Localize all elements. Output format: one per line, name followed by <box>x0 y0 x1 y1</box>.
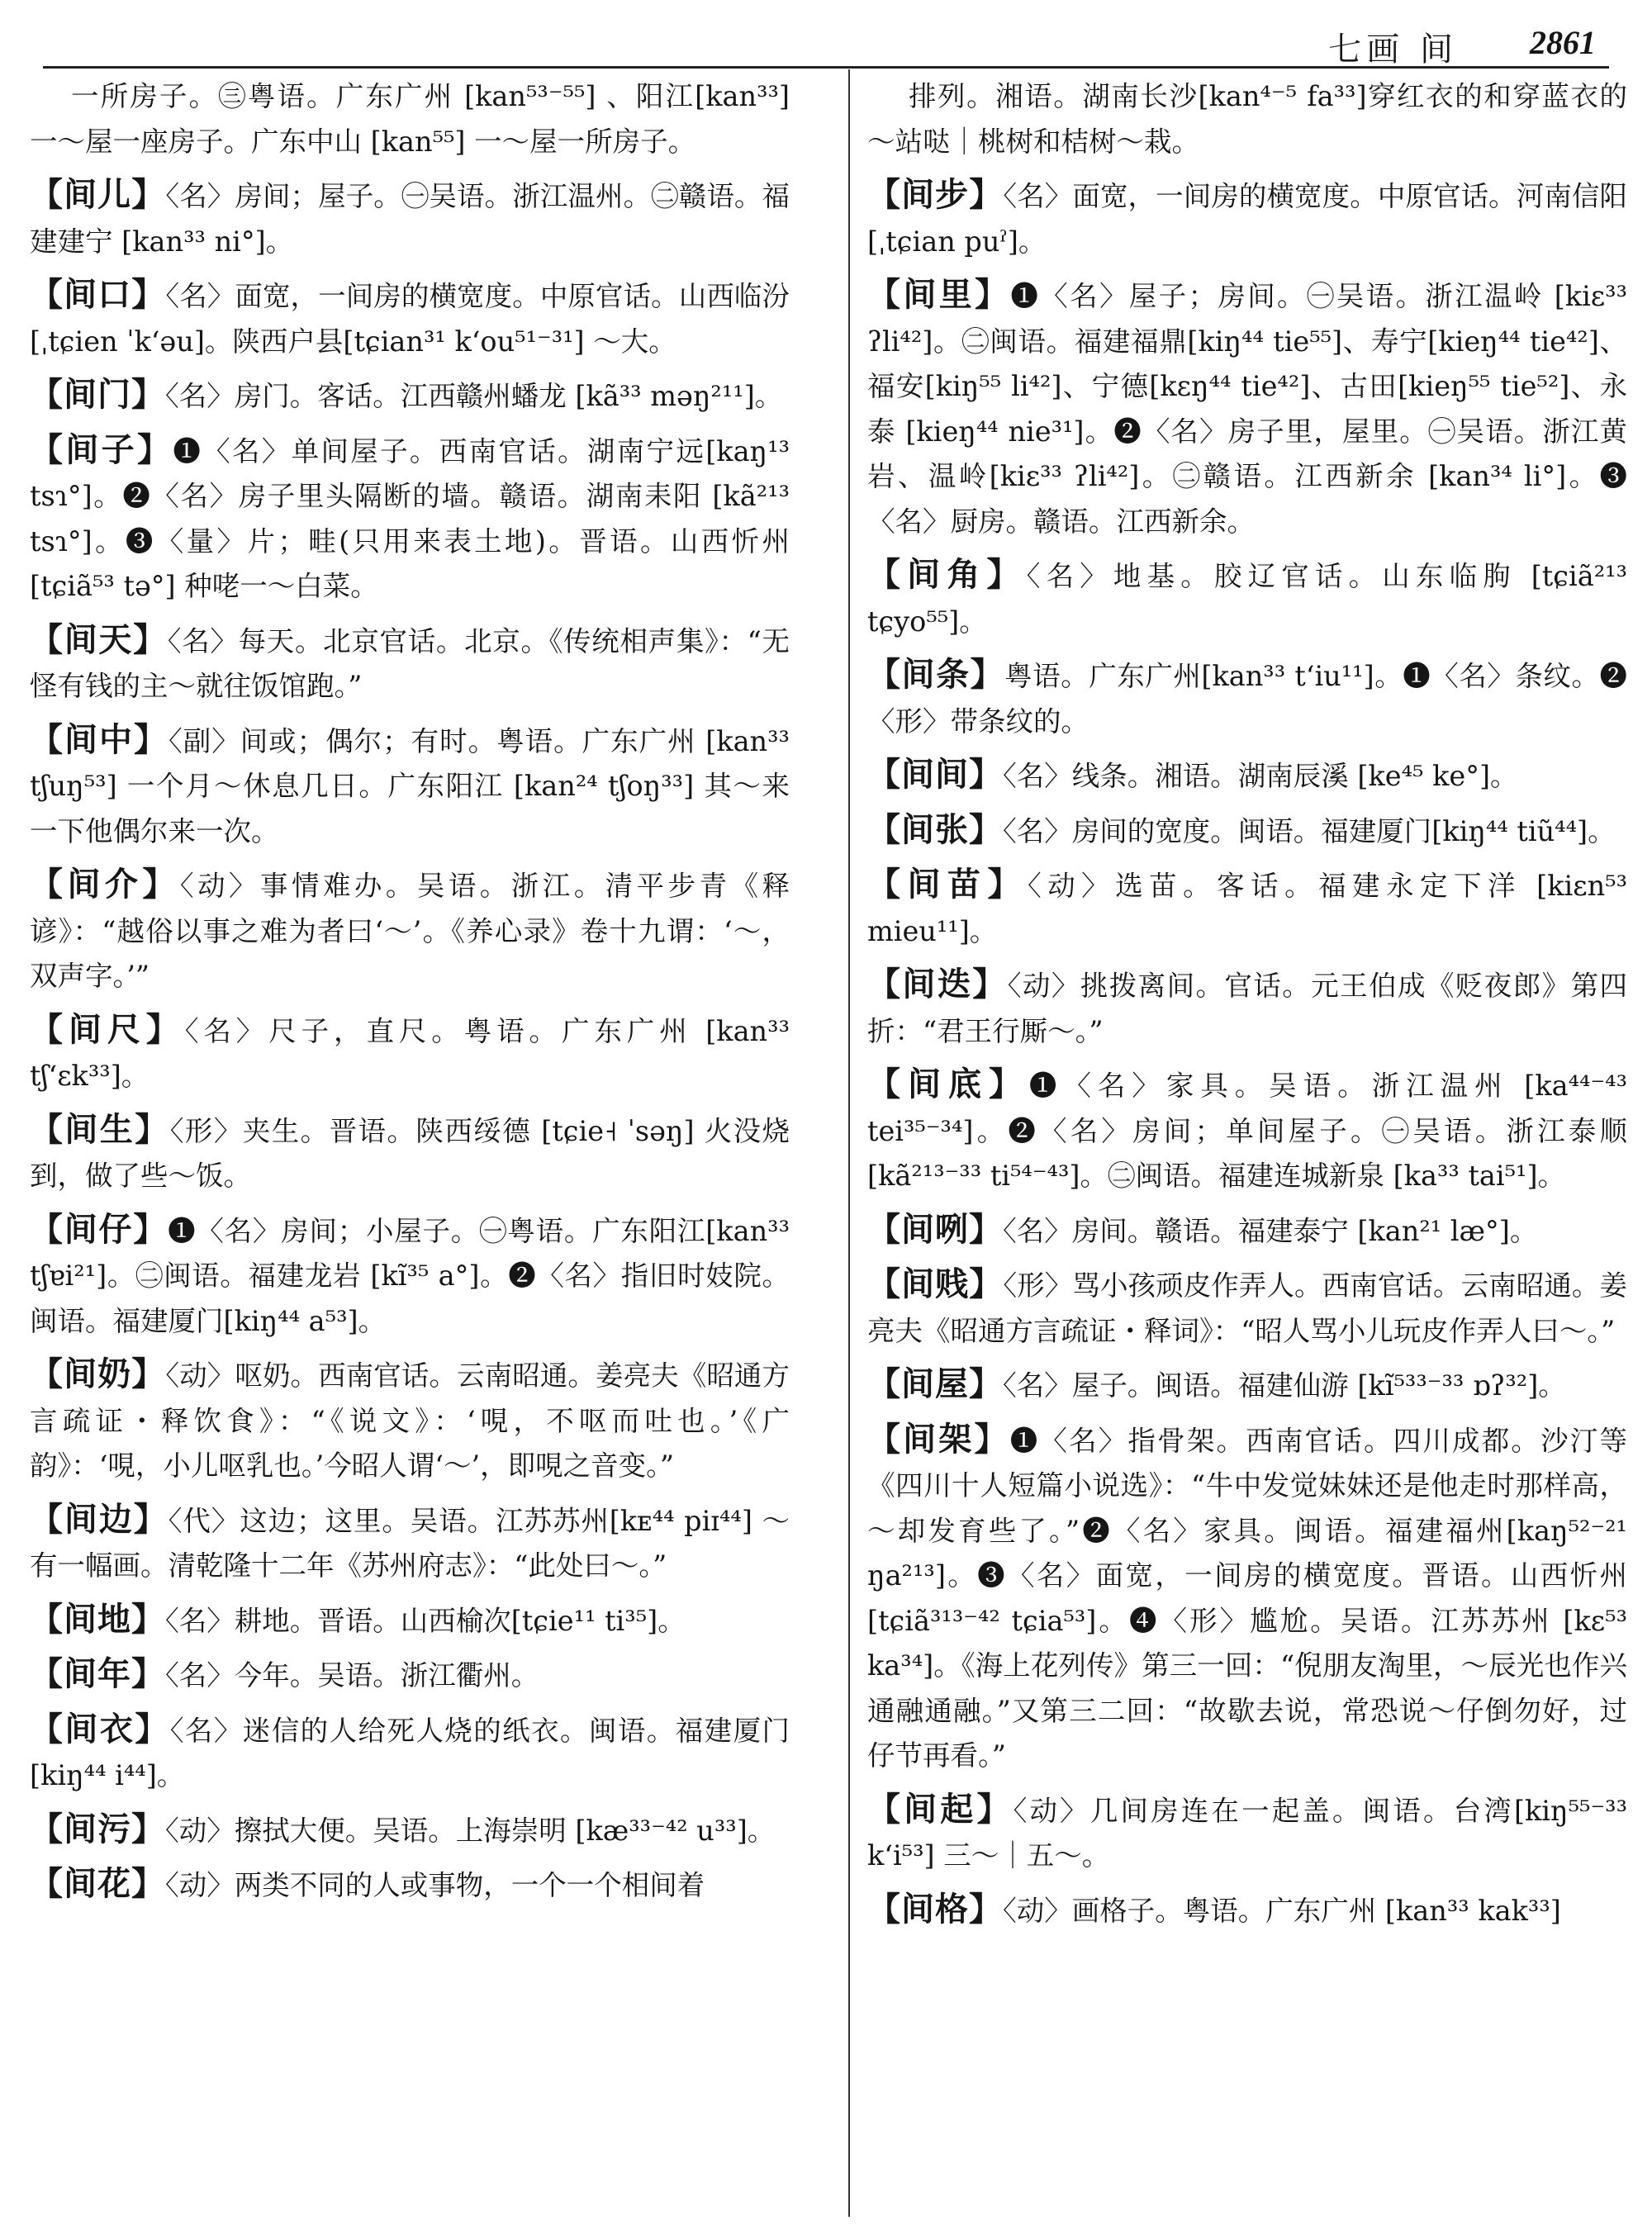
dictionary-entry <box>867 553 1627 644</box>
entry-definition: 〈动〉呕奶。西南官话。云南昭通。姜亮夫《昭通方言疏证・释饮食》：“《说文》：‘哯，不呕而吐也。’《广韵》：‘哯，小儿呕乳也。’今昭人谓‘～’，即哯之音变。” <box>30 1359 790 1482</box>
dictionary-entry <box>30 1652 790 1699</box>
page-number: 2861 <box>1530 24 1596 61</box>
dictionary-entry <box>30 1497 790 1589</box>
entry-headword: 【间生】 <box>30 1109 170 1149</box>
entry-definition: 〈动〉擦拭大便。吴语。上海崇明 [kæ³³⁻⁴² u³³]。 <box>165 1814 776 1847</box>
entry-definition: 粤语。广东广州[kan³³ tʻiu¹¹]。❶〈名〉条纹。❷〈形〉带条纹的。 <box>867 660 1627 738</box>
entry-definition: 排列。湘语。湖南长沙[kan⁴⁻⁵ fa³³]穿红衣的和穿蓝衣的～站哒｜桃树和桔树～栽。 <box>867 80 1627 158</box>
entry-headword: 【间里】 <box>867 275 1011 314</box>
entry-headword: 【间污】 <box>30 1809 165 1848</box>
entry-headword: 【间底】 <box>867 1065 1029 1103</box>
entry-headword: 【间年】 <box>30 1654 165 1693</box>
dictionary-entry <box>30 1597 790 1644</box>
dictionary-entry <box>867 1417 1627 1779</box>
dictionary-entry <box>30 1208 790 1345</box>
entry-definition: 〈动〉选苗。客话。福建永定下洋 [kiɛn⁵³ mieu¹¹]。 <box>867 870 1627 947</box>
entry-headword: 【间苗】 <box>867 865 1028 904</box>
entry-definition: 〈动〉挑拨离间。官话。元王伯成《贬夜郎》第四折：“君王行厮～。” <box>867 970 1628 1047</box>
entry-definition: 〈名〉面宽，一间房的横宽度。中原官话。山西临汾[ˌtɕien ˈkʻəu]。陕西户县[tɕian³¹ kʻou⁵¹⁻³¹] ～大。 <box>30 280 790 358</box>
entry-headword: 【间子】 <box>30 429 173 469</box>
entry-headword: 【间儿】 <box>30 175 166 214</box>
entry-continuation <box>30 74 790 164</box>
entry-definition: 〈名〉面宽，一间房的横宽度。中原官话。河南信阳[ˌtɕian puˀ]。 <box>867 180 1628 258</box>
entry-definition: 〈副〉间或；偶尔；有时。粤语。广东广州 [kan³³ tʃuŋ⁵³] 一个月～休息几日。广东阳江 [kan²⁴ tʃoŋ³³] 其～来一下他偶尔来一次。 <box>30 724 790 847</box>
header-rule <box>43 66 1609 69</box>
entry-definition: 〈名〉每天。北京官话。北京。《传统相声集》：“无怪有钱的主～就往饭馆跑。” <box>30 624 790 702</box>
entry-definition: 〈名〉线条。湘语。湖南辰溪 [ke⁴⁵ ke°]。 <box>1003 760 1518 792</box>
dictionary-entry <box>867 652 1627 744</box>
entry-headword: 【间天】 <box>30 619 168 659</box>
entry-headword: 【间条】 <box>867 655 1005 694</box>
entry-definition: 〈名〉今年。吴语。浙江衢州。 <box>165 1659 539 1691</box>
dictionary-entry <box>30 1108 790 1199</box>
dictionary-entry <box>867 752 1627 799</box>
dictionary-entry <box>867 273 1627 544</box>
entry-definition: 〈动〉两类不同的人或事物，一个一个相间着 <box>165 1869 705 1901</box>
dictionary-entry <box>30 372 790 420</box>
entry-definition: ❶〈名〉单间屋子。西南官话。湖南宁远[kaŋ¹³ tsɿ°]。❷〈名〉房子里头隔断的墙。赣语。湖南耒阳 [kã²¹³ tsɿ°]。❸〈量〉片；畦(只用来表土地)。晋语。山西忻州[tɕiã⁵³ tə°] 种咾一～白菜。 <box>30 434 790 602</box>
page-header <box>0 0 1652 69</box>
entry-headword: 【间仔】 <box>30 1209 169 1249</box>
section-heading: 七画 间 <box>1328 31 1458 69</box>
entry-headword: 【间奶】 <box>30 1355 166 1393</box>
dictionary-entry <box>867 962 1627 1054</box>
entry-definition: 〈名〉迷信的人给死人烧的纸衣。闽语。福建厦门[kiŋ⁴⁴ i⁴⁴]。 <box>30 1714 790 1791</box>
dictionary-entry <box>30 428 790 610</box>
entry-definition: 〈形〉夹生。晋语。陕西绥德 [tɕie˧ ˈsəŋ] 火没烧到，做了些～饭。 <box>30 1114 790 1192</box>
entry-definition: 〈名〉房间的宽度。闽语。福建厦门[kiŋ⁴⁴ tiũ⁴⁴]。 <box>1003 814 1616 847</box>
dictionary-entry <box>30 1707 790 1799</box>
entry-definition: 〈形〉骂小孩顽皮作弄人。西南官话。云南昭通。姜亮夫《昭通方言疏证・释词》：“昭人骂小儿玩皮作弄人曰～。” <box>867 1269 1628 1347</box>
entry-definition: 〈名〉房间；屋子。㊀吴语。浙江温州。㊁赣语。福建建宁 [kan³³ ni°]。 <box>30 180 790 258</box>
entry-definition: 〈名〉房间。赣语。福建泰宁 [kan²¹ læ°]。 <box>1003 1214 1538 1247</box>
entry-definition: 〈动〉画格子。粤语。广东广州 [kan³³ kak³³] <box>1003 1894 1561 1927</box>
dictionary-entry <box>30 173 790 264</box>
entry-definition: 〈名〉地基。胶辽官话。山东临朐 [tɕiã²¹³ tɕyo⁵⁵]。 <box>867 560 1628 638</box>
entry-definition: ❶〈名〉家具。吴语。浙江温州 [ka⁴⁴⁻⁴³ tei³⁵⁻³⁴]。❷〈名〉房间；单间屋子。㊀吴语。浙江泰顺[kã²¹³⁻³³ ti⁵⁴⁻⁴³]。㊁闽语。福建连城新泉 [ka³³ tai⁵¹]。 <box>867 1070 1628 1192</box>
dictionary-entry <box>867 1787 1627 1879</box>
entry-headword: 【间中】 <box>30 719 169 759</box>
dictionary-entry <box>30 1352 790 1489</box>
entry-headword: 【间迭】 <box>867 965 1008 1004</box>
dictionary-entry <box>867 1262 1627 1354</box>
entry-definition: 〈动〉事情难办。吴语。浙江。清平步青《释谚》：“越俗以事之难为者曰‘～’。《养心录》卷十九谓：‘～，双声字。’” <box>30 870 790 992</box>
entry-headword: 【间屋】 <box>867 1364 1003 1403</box>
entry-headword: 【间格】 <box>867 1889 1003 1929</box>
entry-headword: 【间张】 <box>867 809 1003 849</box>
dictionary-entry <box>30 1008 790 1099</box>
entry-headword: 【间架】 <box>867 1419 1010 1459</box>
dictionary-entry <box>30 862 790 999</box>
entry-definition: 〈名〉房门。客话。江西赣州蟠龙 [kã³³ məŋ²¹¹]。 <box>165 380 783 412</box>
dictionary-entry <box>867 173 1627 264</box>
dictionary-entry <box>30 1862 790 1909</box>
entry-definition: 〈代〉这边；这里。吴语。江苏苏州[kᴇ⁴⁴ piɪ⁴⁴] ～有一幅画。清乾隆十二年《苏州府志》：“此处曰～。” <box>30 1504 790 1582</box>
entry-headword: 【间门】 <box>30 375 165 414</box>
dictionary-entry <box>30 718 790 855</box>
dictionary-entry <box>867 808 1627 855</box>
entry-headword: 【间间】 <box>867 755 1003 794</box>
dictionary-entry <box>867 862 1627 954</box>
right-column <box>867 74 1627 1942</box>
entry-definition: 〈名〉尺子，直尺。粤语。广东广州 [kan³³ tʃʻɛk³³]。 <box>30 1014 790 1092</box>
dictionary-entry <box>867 1062 1627 1199</box>
entry-definition: 〈名〉屋子。闽语。福建仙游 [kĩ⁵³³⁻³³ ɒʔ³²]。 <box>1003 1369 1566 1402</box>
dictionary-entry <box>867 1362 1627 1409</box>
entry-headword: 【间尺】 <box>30 1009 185 1049</box>
left-column <box>30 74 790 1917</box>
entry-headword: 【间角】 <box>867 555 1027 594</box>
dictionary-entry <box>30 1807 790 1854</box>
entry-definition: 〈名〉耕地。晋语。山西榆次[tɕie¹¹ ti³⁵]。 <box>165 1604 686 1637</box>
entry-headword: 【间口】 <box>30 275 166 314</box>
entry-headword: 【间咧】 <box>867 1209 1003 1249</box>
entry-continuation <box>867 74 1627 164</box>
entry-definition: 一所房子。㊂粤语。广东广州 [kan⁵³⁻⁵⁵] 、阳江[kan³³] 一～屋一座房子。广东中山 [kan⁵⁵] 一～屋一所房子。 <box>30 80 790 158</box>
entry-definition: ❶〈名〉房间；小屋子。㊀粤语。广东阳江[kan³³ tʃɐi²¹]。㊁闽语。福建龙岩 [kĩ³⁵ a°]。❷〈名〉指旧时妓院。闽语。福建厦门[kiŋ⁴⁴ a⁵³]。 <box>30 1214 790 1337</box>
entry-headword: 【间介】 <box>30 865 180 904</box>
column-divider <box>848 69 850 2217</box>
entry-definition: 〈动〉几间房连在一起盖。闽语。台湾[kiŋ⁵⁵⁻³³ kʻi⁵³] 三～｜五～。 <box>867 1794 1627 1872</box>
entry-headword: 【间步】 <box>867 175 1004 214</box>
entry-headword: 【间贱】 <box>867 1264 1004 1303</box>
entry-headword: 【间边】 <box>30 1499 169 1539</box>
entry-headword: 【间起】 <box>867 1789 1014 1829</box>
dictionary-entry <box>867 1208 1627 1255</box>
entry-definition: ❶〈名〉指骨架。西南官话。四川成都。沙汀等《四川十人短篇小说选》：“牛中发觉妹妹还是他走时那样高，～却发育些了。”❷〈名〉家具。闽语。福建福州[kaŋ⁵²⁻²¹ ŋa²¹³]。❸〈名〉面宽，一间房的横宽度。晋语。山西忻州 [tɕiã³¹³⁻⁴² tɕia⁵³]。❹〈形〉尴尬。吴语。江苏苏州 [kɛ⁵³ ka³⁴]。《海上花列传》第三一回：“倪朋友淘里，～辰光也作兴通融通融。”又第三二回：“故歇去说，常恐说～仔倒勿好，过仔节再看。” <box>867 1424 1627 1772</box>
entry-definition: ❶〈名〉屋子；房间。㊀吴语。浙江温岭 [kiɛ³³ ʔli⁴²]。㊁闽语。福建福鼎[kiŋ⁴⁴ tie⁵⁵]、寿宁[kieŋ⁴⁴ tie⁴²]、福安[kiŋ⁵⁵ li⁴²]、宁德[kɛŋ⁴⁴ tie⁴²]、古田[kieŋ⁵⁵ tie⁵²]、永泰 [kieŋ⁴⁴ nie³¹]。❷〈名〉房子里，屋里。㊀吴语。浙江黄岩、温岭[kiɛ³³ ʔli⁴²]。㊁赣语。江西新余 [kan³⁴ li°]。❸〈名〉厨房。赣语。江西新余。 <box>867 280 1627 538</box>
dictionary-entry <box>30 273 790 364</box>
entry-headword: 【间花】 <box>30 1864 165 1903</box>
dictionary-entry <box>867 1887 1627 1934</box>
entry-headword: 【间衣】 <box>30 1709 170 1748</box>
entry-headword: 【间地】 <box>30 1599 165 1639</box>
dictionary-entry <box>30 618 790 709</box>
